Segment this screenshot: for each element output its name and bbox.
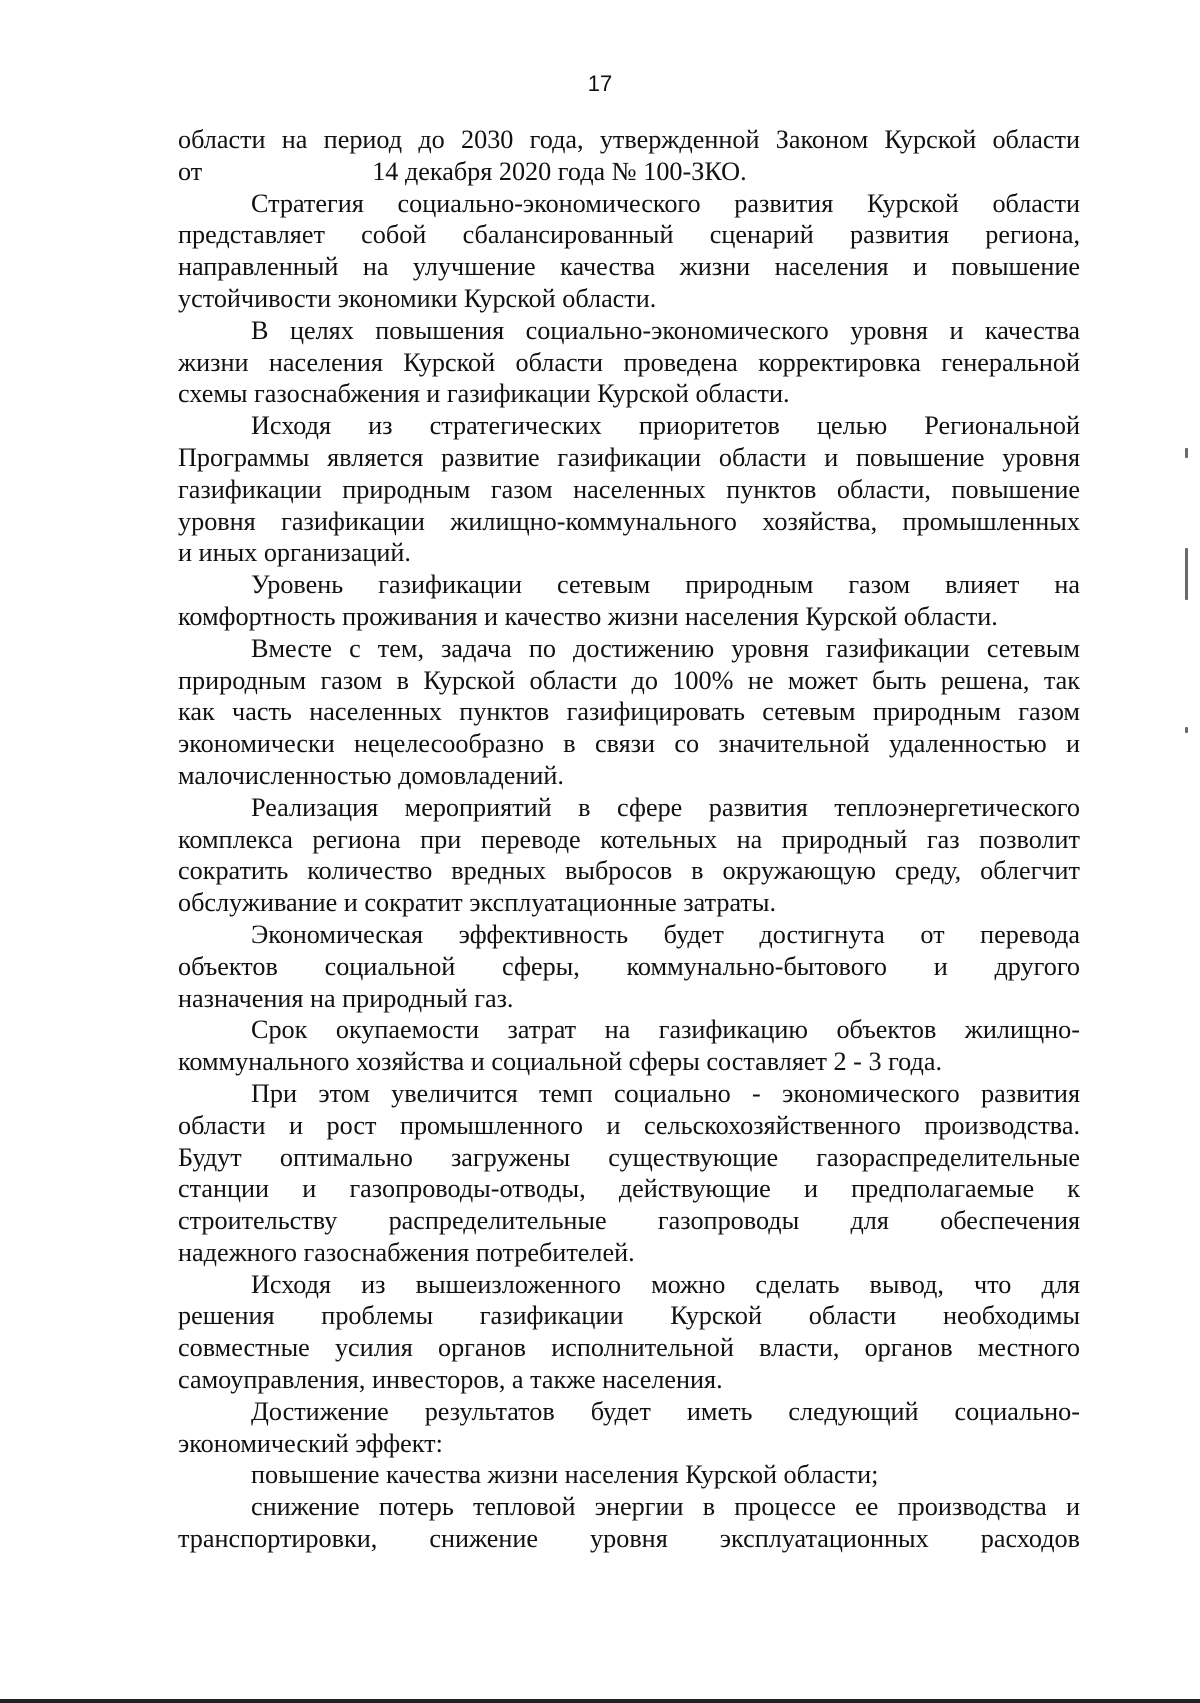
paragraph-first-line: Исходя из стратегических приоритетов целью Региональной [251, 411, 1080, 441]
paragraph-first-line: Стратегия социально-экономического развития Курской области [251, 188, 1080, 218]
text-line: и иных организаций. [178, 538, 411, 568]
paragraph-first-line: При этом увеличится темп социально - экономического развития [251, 1078, 1080, 1108]
text-line: надежного газоснабжения потребителей. [178, 1237, 635, 1267]
page-number: 17 [587, 71, 613, 96]
text-line: транспортировки, снижение уровня эксплуатационных расходов [178, 1524, 1080, 1554]
document-body [178, 124, 1080, 1555]
paragraph-first-line: повышение качества жизни населения Курской области; [251, 1460, 879, 1490]
text-line: газификации природным газом населенных пунктов области, повышение [178, 474, 1080, 504]
text-line: комплекса региона при переводе котельных на природный газ позволит [178, 824, 1080, 854]
paragraph-first-line: Уровень газификации сетевым природным газом влияет на [251, 570, 1080, 600]
paragraph-first-line: Достижение результатов будет иметь следующий социально- [251, 1396, 1080, 1426]
paragraph-first-line: В целях повышения социально-экономического уровня и качества [251, 315, 1080, 345]
text-fragment: от [178, 156, 203, 186]
text-line: природным газом в Курской области до 100% не может быть решена, так [178, 665, 1080, 695]
text-line: объектов социальной сферы, коммунально-бытового и другого [178, 951, 1080, 981]
text-line: как часть населенных пунктов газифицировать сетевым природным газом [178, 697, 1080, 727]
paragraph-first-line: Исходя из вышеизложенного можно сделать вывод, что для [251, 1269, 1080, 1299]
text-line: области на период до 2030 года, утвержденной Законом Курской области [178, 125, 1080, 154]
text-line: жизни населения Курской области проведена корректировка генеральной [178, 347, 1080, 377]
text-line: экономический эффект: [178, 1428, 443, 1458]
text-line: коммунального хозяйства и социальной сферы составляет 2 - 3 года. [178, 1047, 943, 1077]
text-line: представляет собой сбалансированный сценарий развития региона, [178, 220, 1080, 250]
paragraph-first-line: Реализация мероприятий в сфере развития теплоэнергетического [251, 792, 1080, 822]
text-line: совместные усилия органов исполнительной власти, органов местного [178, 1333, 1080, 1363]
text-line: Программы является развитие газификации области и повышение уровня [178, 442, 1080, 472]
text-line: комфортность проживания и качество жизни населения Курской области. [178, 601, 998, 631]
text-line: направленный на улучшение качества жизни населения и повышение [178, 252, 1080, 282]
scan-bottom-edge [0, 1699, 1200, 1703]
text-line: самоуправления, инвесторов, а также населения. [178, 1365, 723, 1395]
paragraph-first-line: Срок окупаемости затрат на газификацию объектов жилищно- [251, 1015, 1080, 1045]
text-line: строительству распределительные газопроводы для обеспечения [178, 1206, 1080, 1236]
text-line-date [178, 156, 1080, 188]
text-line: области и рост промышленного и сельскохозяйственного производства. [178, 1110, 1080, 1140]
text-line: сократить количество вредных выбросов в окружающую среду, облегчит [178, 856, 1080, 886]
text-line: экономически нецелесообразно в связи со значительной удаленностью и [178, 729, 1080, 759]
text-line: устойчивости экономики Курской области. [178, 283, 657, 313]
paragraph-first-line: снижение потерь тепловой энергии в процессе ее производства и [251, 1492, 1080, 1522]
paragraph-first-line: Вместе с тем, задача по достижению уровня газификации сетевым [251, 633, 1080, 663]
text-line: обслуживание и сократит эксплуатационные затраты. [178, 888, 776, 918]
scan-mark [1185, 727, 1188, 733]
text-line: станции и газопроводы-отводы, действующие и предполагаемые к [178, 1174, 1080, 1204]
text-line: малочисленностью домовладений. [178, 760, 564, 790]
scan-mark [1185, 548, 1188, 600]
paragraph-first-line: Экономическая эффективность будет достигнута от перевода [251, 919, 1080, 949]
text-line: уровня газификации жилищно-коммунального хозяйства, промышленных [178, 506, 1080, 536]
scan-mark [1185, 448, 1188, 458]
text-line: назначения на природный газ. [178, 983, 514, 1013]
text-line: решения проблемы газификации Курской области необходимы [178, 1301, 1080, 1331]
text-fragment: 14 декабря 2020 года № 100-ЗКО. [372, 156, 747, 186]
text-line: Будут оптимально загружены существующие газораспределительные [178, 1142, 1080, 1172]
text-line: схемы газоснабжения и газификации Курской области. [178, 379, 790, 409]
